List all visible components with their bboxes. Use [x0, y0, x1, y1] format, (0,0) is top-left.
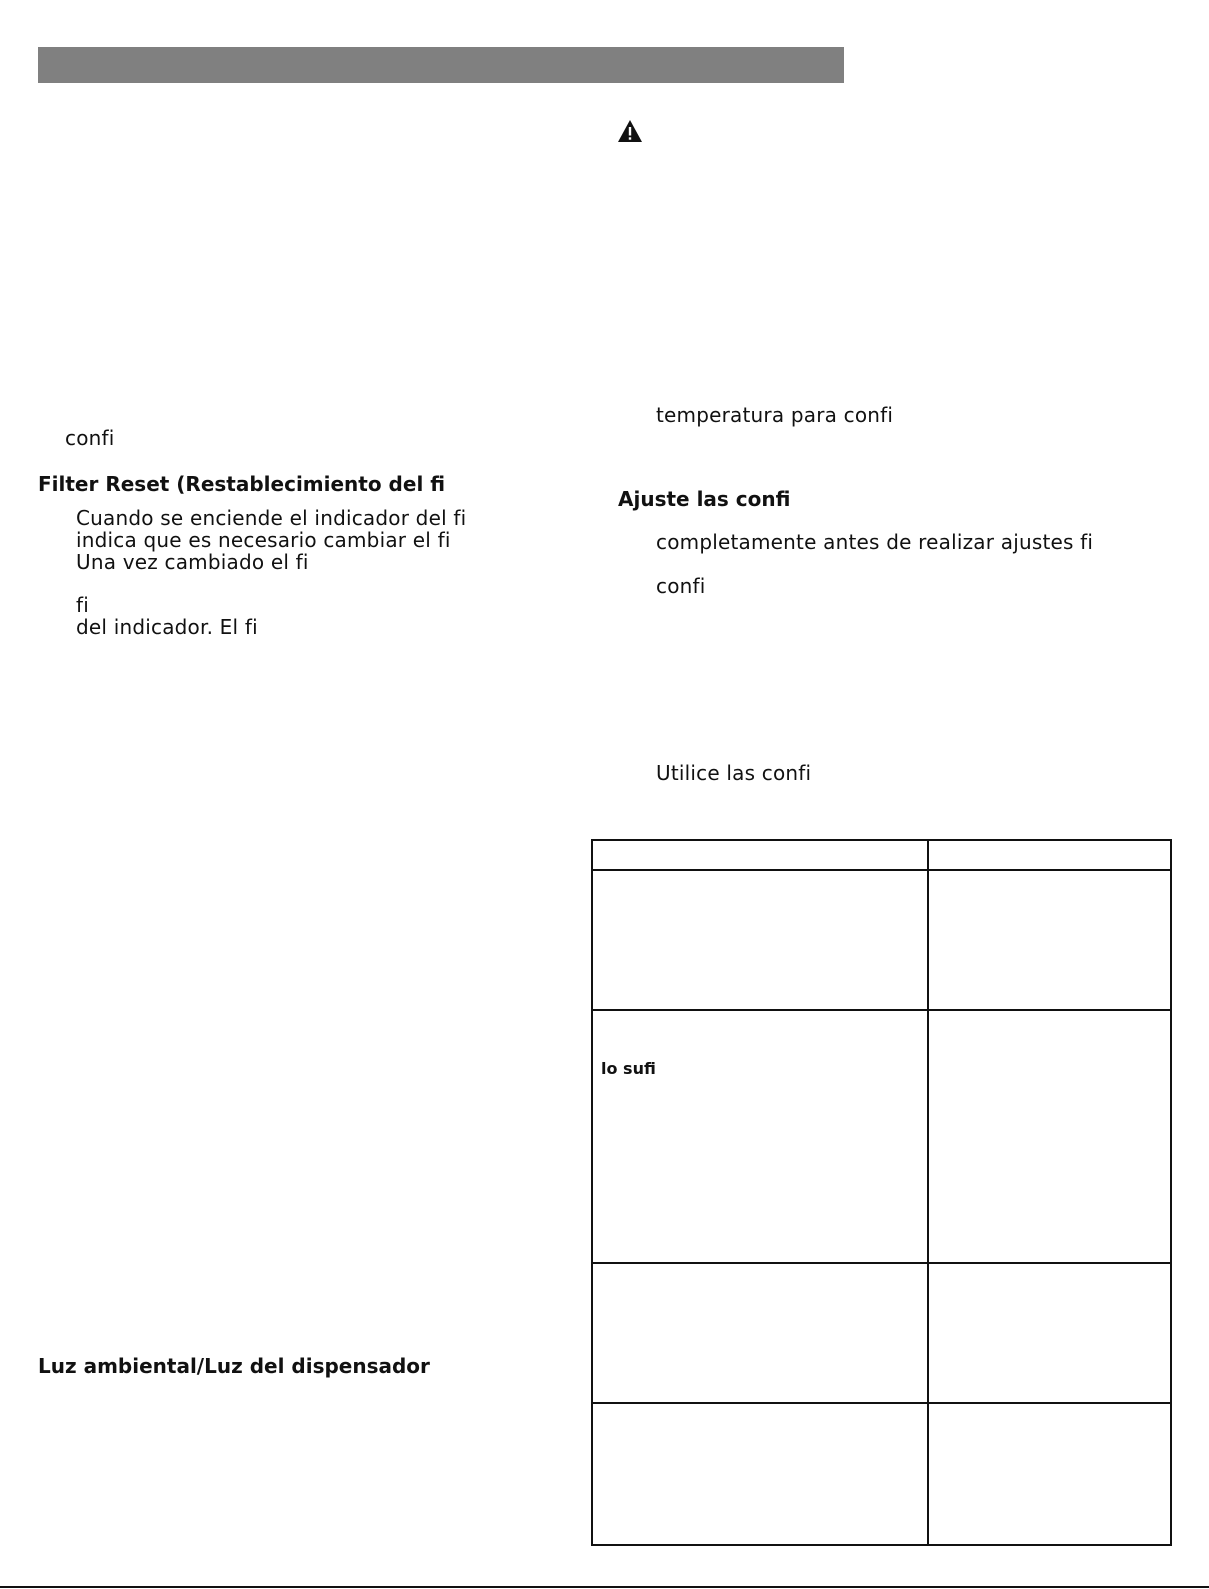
ajuste-heading: Ajuste las confi — [618, 487, 791, 511]
section-header-bar — [38, 47, 844, 83]
filter-reset-heading: Filter Reset (Restablecimiento del fi — [38, 472, 446, 496]
filter-reset-line-5: del indicador. El fi — [76, 615, 258, 639]
text-line-utilice: Utilice las confi — [656, 761, 812, 785]
filter-reset-line-2: indica que es necesario cambiar el fi — [76, 528, 451, 552]
warning-triangle-icon — [617, 119, 643, 143]
table-row-divider-1 — [593, 1009, 1170, 1011]
text-line-confi-right: confi — [656, 574, 706, 598]
table-row-2-text: lo sufi — [601, 1059, 656, 1078]
text-line-completamente: completamente antes de realizar ajustes fi — [656, 530, 1094, 554]
table-column-divider — [927, 841, 929, 1544]
table-header-divider — [593, 869, 1170, 871]
text-line-confi-left: confi — [65, 426, 115, 450]
filter-reset-line-4: fi — [76, 593, 89, 617]
filter-reset-line-1: Cuando se enciende el indicador del fi — [76, 506, 467, 530]
page-bottom-rule — [0, 1586, 1209, 1588]
luz-ambiental-heading: Luz ambiental/Luz del dispensador — [38, 1354, 430, 1378]
table-row-divider-2 — [593, 1262, 1170, 1264]
table-row-divider-3 — [593, 1402, 1170, 1404]
settings-table — [591, 839, 1172, 1546]
text-line-temperatura: temperatura para confi — [656, 403, 894, 427]
filter-reset-line-3: Una vez cambiado el fi — [76, 550, 309, 574]
